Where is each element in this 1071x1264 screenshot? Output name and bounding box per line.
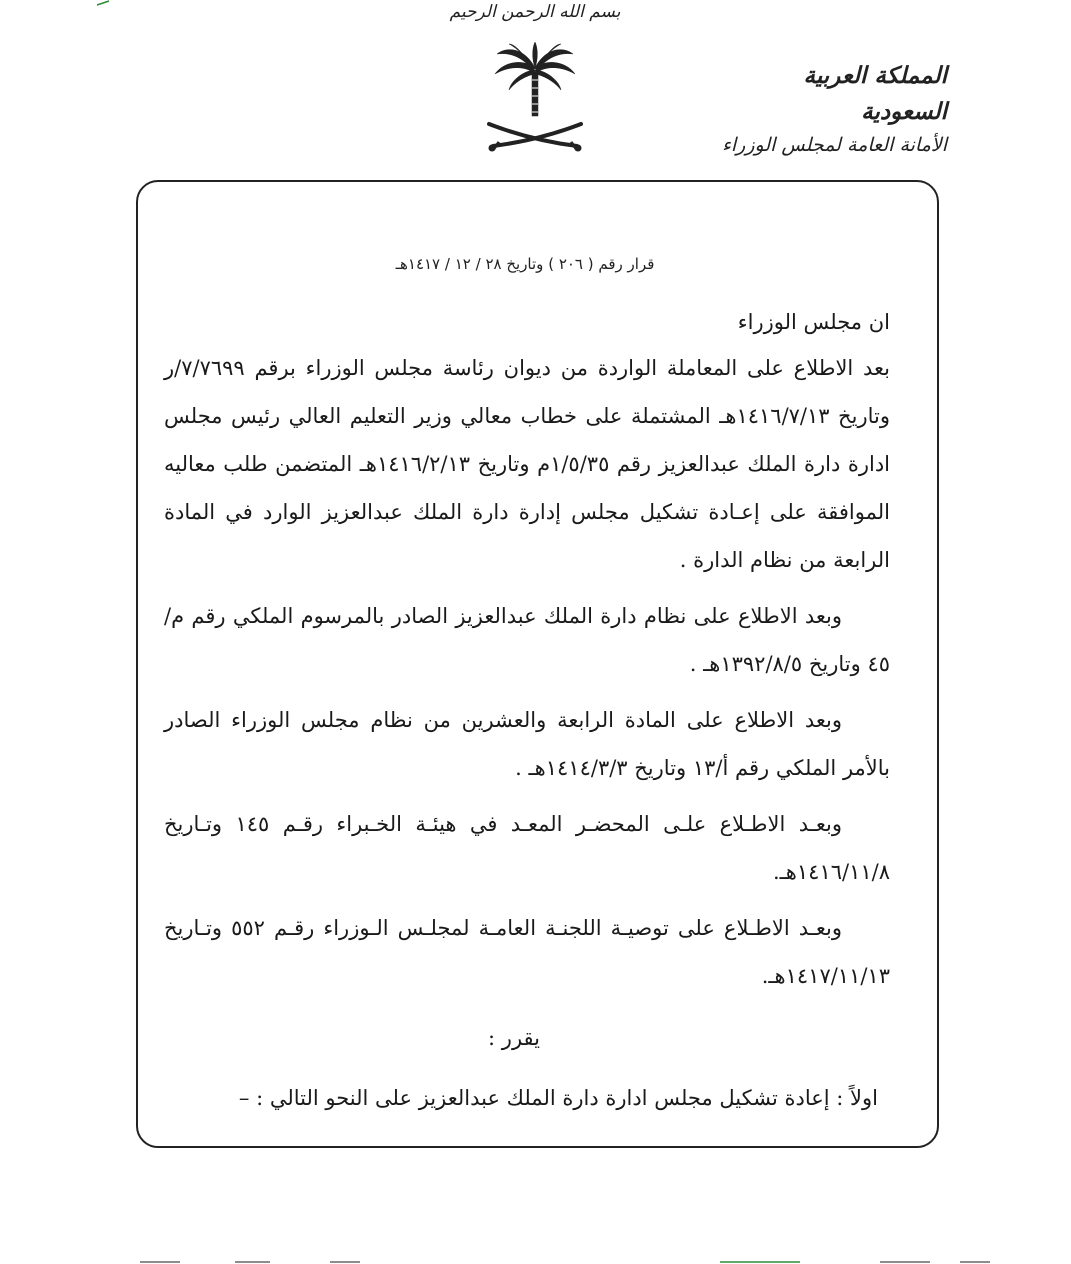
scan-footer-marks xyxy=(0,1256,1071,1264)
kingdom-name: المملكة العربية السعودية xyxy=(803,62,947,125)
resolves-heading: يقرر : xyxy=(488,1026,540,1050)
paragraph-3: وبعد الاطلاع على المادة الرابعة والعشرين من نظام مجلس الوزراء الصادر بالأمر الملكي رقم أ/١٣ وتاريخ ١٤١٤/٣/٣هـ . xyxy=(164,708,890,780)
saudi-palm-swords-emblem-icon xyxy=(485,38,585,156)
scan-corner-mark xyxy=(96,0,110,6)
paragraph-2: وبعد الاطلاع على نظام دارة الملك عبدالعزيز الصادر بالمرسوم الملكي رقم م/٤٥ وتاريخ ١٣٩٢/٨/٥هـ . xyxy=(164,604,890,676)
decision-number: قرار رقم ( ٢٠٦ ) وتاريخ ٢٨ / ١٢ / ١٤١٧هـ xyxy=(395,255,655,273)
paragraph-1: بعد الاطلاع على المعاملة الواردة من ديوان رئاسة مجلس الوزراء برقم ٧/٧٦٩٩/ر وتاريخ ١٤١٦/٧/١٣هـ المشتملة على خطاب معالي وزير التعليم العالي رئيس مجلس ادارة دارة الملك عبدالعزيز رقم ١/٥/٣٥م وتاريخ ١٤١٦/٢/١٣هـ المتضمن طلب معاليه الموافقة على إعـادة تشكيل مجلس إدارة دارة الملك عبدالعزيز الوارد في المادة الرابعة من نظام الدارة . xyxy=(164,356,891,572)
secretariat-name: الأمانة العامة لمجلس الوزراء xyxy=(721,134,947,156)
letterhead xyxy=(717,58,947,160)
basmala: بسم الله الرحمن الرحيم xyxy=(449,2,621,22)
paragraph-4: وبعـد الاطـلاع علـى المحضـر المعـد في هيئـة الخـبراء رقـم ١٤٥ وتـاريخ ١٤١٦/١١/٨هـ. xyxy=(164,812,890,884)
opening-line: ان مجلس الوزراء xyxy=(737,310,890,334)
first-item: اولاً : إعادة تشكيل مجلس ادارة دارة الملك عبدالعزيز على النحو التالي : – xyxy=(238,1086,878,1110)
paragraph-5: وبعـد الاطـلاع على توصيـة اللجنـة العامـة لمجلـس الـوزراء رقـم ٥٥٢ وتـاريخ ١٤١٧/١١/١٣هـ. xyxy=(164,916,890,988)
decision-body xyxy=(164,300,890,1120)
